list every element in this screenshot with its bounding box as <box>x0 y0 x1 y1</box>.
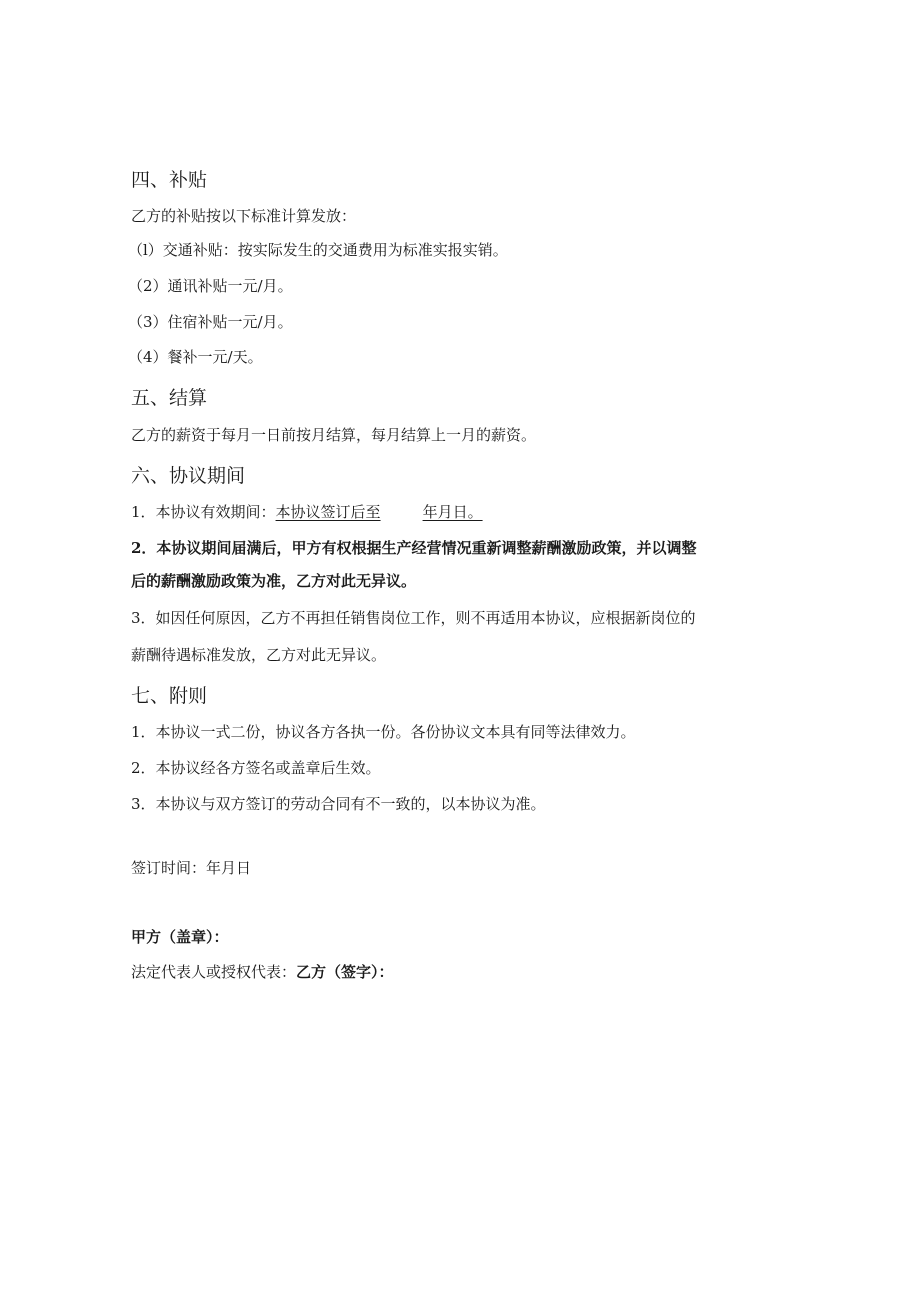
signature-line <box>131 962 394 982</box>
section-6-item-2-line-1: 2．本协议期间届满后，甲方有权根据生产经营情况重新调整薪酬激励政策，并以调整 <box>131 539 697 557</box>
section-4-intro: 乙方的补贴按以下标准计算发放： <box>131 207 357 225</box>
validity-to-date: 年月日。 <box>422 503 483 521</box>
party-a-seal: 甲方（盖章）： <box>131 928 229 946</box>
validity-from: 本协议签订后至 <box>275 503 381 521</box>
section-7-item-3: 3．本协议与双方签订的劳动合同有不一致的，以本协议为准。 <box>131 795 546 813</box>
section-4-item-4: （4）餐补一元/天。 <box>128 348 263 366</box>
section-6-item-1-underlined <box>276 503 483 521</box>
section-7-item-1: 1．本协议一式二份，协议各方各执一份。各份协议文本具有同等法律效力。 <box>131 723 636 741</box>
section-6-heading: 六、协议期间 <box>131 465 246 487</box>
section-6-item-3-line-1: 3．如因任何原因，乙方不再担任销售岗位工作，则不再适用本协议，应根据新岗位的 <box>131 609 696 627</box>
party-b-signature: 乙方（签字）： <box>296 963 394 981</box>
section-6-item-1 <box>131 502 483 522</box>
section-4-item-2: （2）通讯补贴一元/月。 <box>128 277 293 295</box>
section-6-item-2-line-2: 后的薪酬激励政策为准，乙方对此无异议。 <box>131 572 417 590</box>
signing-date: 签订时间：年月日 <box>131 859 252 877</box>
section-4-heading: 四、补贴 <box>131 169 208 191</box>
section-4-item-3: （3）住宿补贴一元/月。 <box>128 313 293 331</box>
section-6-item-1-prefix: 1．本协议有效期间： <box>131 503 276 521</box>
section-7-item-2: 2．本协议经各方签名或盖章后生效。 <box>131 759 381 777</box>
legal-representative-label: 法定代表人或授权代表： <box>131 963 297 981</box>
section-6-item-3-line-2: 薪酬待遇标准发放，乙方对此无异议。 <box>131 646 387 664</box>
section-4-item-1: （l）交通补贴：按实际发生的交通费用为标准实报实销。 <box>128 241 508 259</box>
section-5-body: 乙方的薪资于每月一日前按月结算，每月结算上一月的薪资。 <box>131 426 537 444</box>
section-5-heading: 五、结算 <box>131 387 208 409</box>
section-7-heading: 七、附则 <box>131 685 208 707</box>
